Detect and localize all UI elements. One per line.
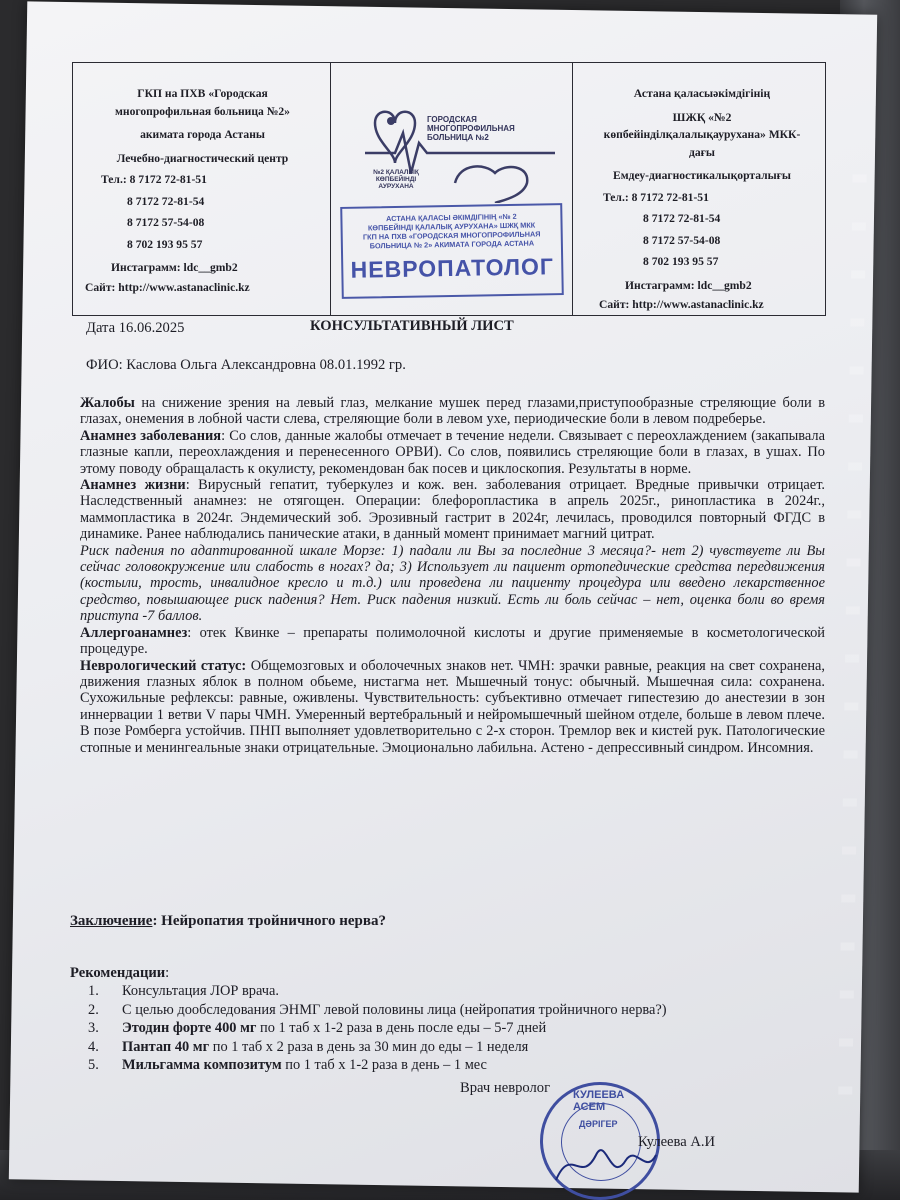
recommendations-list <box>88 982 788 1075</box>
phone-kz-4: 8 702 193 95 57 <box>643 255 719 268</box>
phone-kz-1: 8 7172 72-81-51 <box>631 190 709 204</box>
instagram-kz: Инстаграмм: ldc__gmb2 <box>625 278 752 292</box>
anamnesis-paragraph <box>80 428 825 477</box>
list-item <box>88 1056 788 1075</box>
recommendations-label: Рекомендации <box>70 965 166 981</box>
item-number: 3. <box>88 1020 99 1037</box>
stamp-line3: ГКП НА ПХВ «ГОРОДСКАЯ МНОГОПРОФИЛЬНАЯ <box>362 229 541 242</box>
fall-risk-paragraph: Риск падения по адаптированной шкале Морзе: 1) падали ли Вы за последние 3 месяца?- нет 2) чувствуете ли Вы сейчас головокружение или слабость в ногах? да; 3) Использует ли пациент ортопедические средства передвижения (костыли, трость, инвалидное кресло и т.д.) или проведена ли пациенту процедура или введено лекарственное средство, повышающее риск падения? Нет. Риск падения низкий. Есть ли боль сейчас – нет, оценка боли во время приступа -7 баллов. <box>80 542 825 625</box>
conclusion <box>70 913 386 930</box>
allergy-text: : отек Квинке – препараты полимолочной кислоты и другие применяемые в косметологической процедуре. <box>80 624 825 658</box>
phone-2: 8 7172 72-81-54 <box>127 194 205 208</box>
document-date: Дата 16.06.2025 <box>86 320 185 336</box>
recommendations-heading <box>70 965 169 982</box>
org-kz-line4: дағы <box>689 145 715 159</box>
patient-info: ФИО: Каслова Ольга Александровна 08.01.1992 гр. <box>86 357 406 373</box>
org-name-line2: многопрофильная больница №2» <box>115 104 290 118</box>
phone-kz-2: 8 7172 72-81-54 <box>643 212 721 225</box>
org-kz-line2: ШЖҚ «№2 <box>672 110 732 124</box>
tel-label: Тел.: <box>101 173 127 186</box>
item-number: 1. <box>88 983 99 999</box>
list-item <box>88 1038 788 1057</box>
neuro-paragraph <box>80 658 825 756</box>
center-kz: Емдеу-диагностикалықорталығы <box>613 169 791 182</box>
center-name: Лечебно-диагностический центр <box>116 151 289 165</box>
stamp-line1: АСТАНА ҚАЛАСЫ ӘКІМДІГІНІҢ «№ 2 <box>386 211 517 224</box>
item-text: по 1 таб х 1-2 раза в день после еды – 5-7 дней <box>256 1020 547 1037</box>
item-number: 5. <box>88 1057 99 1074</box>
tel-label-kz: Тел.: <box>603 190 629 204</box>
anamnesis-text: : Со слов, данные жалобы отмечает в течение недели. Связывает с переохлаждением (закапывала глазные капли, переохлаждения и перенесенного ОРВИ). Со слов, появились стреляющие боли в глазах, в ушах. По этому поводу обращаласть к окулисту, рекомендован бак посев и циклоскопия. Результаты в норме. <box>80 427 825 477</box>
complaints-label: Жалобы <box>80 395 135 411</box>
website-kz: Сайт: http://www.astanaclinic.kz <box>599 298 764 311</box>
life-paragraph <box>80 477 825 543</box>
list-item <box>88 1001 788 1020</box>
org-name-line1: ГКП на ПХВ «Городская <box>137 87 268 100</box>
life-label: Анамнез жизни <box>80 477 186 494</box>
item-drug: Этодин форте 400 мг <box>122 1020 257 1037</box>
phone-kz-3: 8 7172 57-54-08 <box>643 233 721 247</box>
neuro-label: Неврологический статус: <box>80 657 247 674</box>
stamp-specialty: НЕВРОПАТОЛОГ <box>350 253 555 283</box>
recommendations-colon: : <box>165 965 170 981</box>
item-text: по 1 таб х 1-2 раза в день – 1 мес <box>281 1057 487 1074</box>
allergy-paragraph <box>80 625 825 658</box>
item-text: по 1 таб х 2 раза в день за 30 мин до еды – 1 неделя <box>209 1038 529 1055</box>
phone-4: 8 702 193 95 57 <box>127 237 203 251</box>
logo-text-kz: №2 ҚАЛАЛЫҚ КӨПБЕЙІНДІ АУРУХАНА <box>373 169 419 190</box>
letterhead-center <box>331 63 573 315</box>
item-text: С целью дообследования ЭНМГ левой половины лица (нейропатия тройничного нерва?) <box>122 1001 667 1018</box>
complaints-paragraph <box>80 395 825 428</box>
letterhead <box>72 62 826 316</box>
phone-3: 8 7172 57-54-08 <box>127 216 205 229</box>
item-drug: Мильгамма композитум <box>122 1057 282 1074</box>
website: Сайт: http://www.astanaclinic.kz <box>85 280 250 294</box>
life-text: : Вирусный гепатит, туберкулез и кож. вен. заболевания отрицает. Вредные привычки отрицает. Наследственный анамнез: не отягощен. Операции: блефоропластика в апрель 2025г., ринопластика в 2024г., маммопластика в 2024г. Эндемический зоб. Эрозивный гастрит в 2024г, лечилась, проводился повторный ФГДС в динамике. Ранее наблюдались панические атаки, в данный момент принимает магний цитрат. <box>80 477 825 543</box>
letterhead-left <box>73 63 331 315</box>
phone-1: 8 7172 72-81-51 <box>129 173 207 186</box>
org-kz-line3: көпбейінділқалалықаурухана» МКК- <box>603 128 801 141</box>
conclusion-label: Заключение <box>70 913 153 929</box>
org-kz-line1: Астана қаласыәкімдігінің <box>633 87 771 100</box>
anamnesis-label: Анамнез заболевания <box>80 427 222 444</box>
conclusion-text: : Нейропатия тройничного нерва? <box>152 913 386 929</box>
seal-name-text: КУЛЕЕВА АСЕМ <box>573 1089 625 1113</box>
letterhead-right <box>573 63 825 315</box>
item-text: Консультация ЛОР врача. <box>122 983 279 999</box>
allergy-label: Аллергоанамнез <box>80 624 188 641</box>
list-item <box>88 982 788 1001</box>
document-title: КОНСУЛЬТАТИВНЫЙ ЛИСТ <box>310 318 514 334</box>
stamp-line4: БОЛЬНИЦА № 2» АКИМАТА ГОРОДА АСТАНА <box>369 238 535 251</box>
list-item <box>88 1019 788 1038</box>
complaints-text: на снижение зрения на левый глаз, мелкание мушек перед глазами,приступообразные стреляющие боли в глазах, онемения в лобной части слева, стреляющие боли в левом ухе, периодические боли в левом подреберье. <box>80 395 825 428</box>
instagram: Инстаграмм: ldc__gmb2 <box>111 261 238 274</box>
doctor-title: Врач невролог <box>460 1080 551 1096</box>
stamp-line2: КӨПБЕЙІНДІ ҚАЛАЛЫҚ АУРУХАНА» ШЖҚ МКК <box>367 220 536 233</box>
item-drug: Пантап 40 мг <box>122 1038 210 1055</box>
item-number: 2. <box>88 1001 99 1018</box>
specialty-stamp <box>340 203 564 299</box>
seal-role-text: ДӘРІГЕР <box>579 1119 618 1129</box>
consultation-body <box>80 395 825 756</box>
doctor-name: Кулеева А.И <box>638 1134 716 1150</box>
neuro-text: Общемозговых и оболочечных знаков нет. ЧМН: зрачки равные, реакция на свет сохранена, движения глазных яблок в полном обьеме, нистагма нет. Мышечный тонус: обычный. Мышечная сила: сохранена. Сухожильные рефлексы: равные, оживлены. Чувствительность: субъективно отмечает гипестезию до анестезии в зон иннервации 1 ветви V пары ЧМН. Умеренный вертебральный и нейромышечный шейном отделе, больше в левом плече. В позе Ромберга устойчив. ПНП выполняет удовлетворительно с 2-х сторон. Тремлор век и кистей рук. Патологические стопные и менингеальные знаки отрицательные. Эмоционально лабильна. Астено - депрессивный синдром. Инсомния. <box>80 657 826 756</box>
org-name-line3: акимата города Астаны <box>140 128 265 141</box>
logo-text: ГОРОДСКАЯ МНОГОПРОФИЛЬНАЯ БОЛЬНИЦА №2 <box>427 115 515 142</box>
item-number: 4. <box>88 1038 99 1055</box>
